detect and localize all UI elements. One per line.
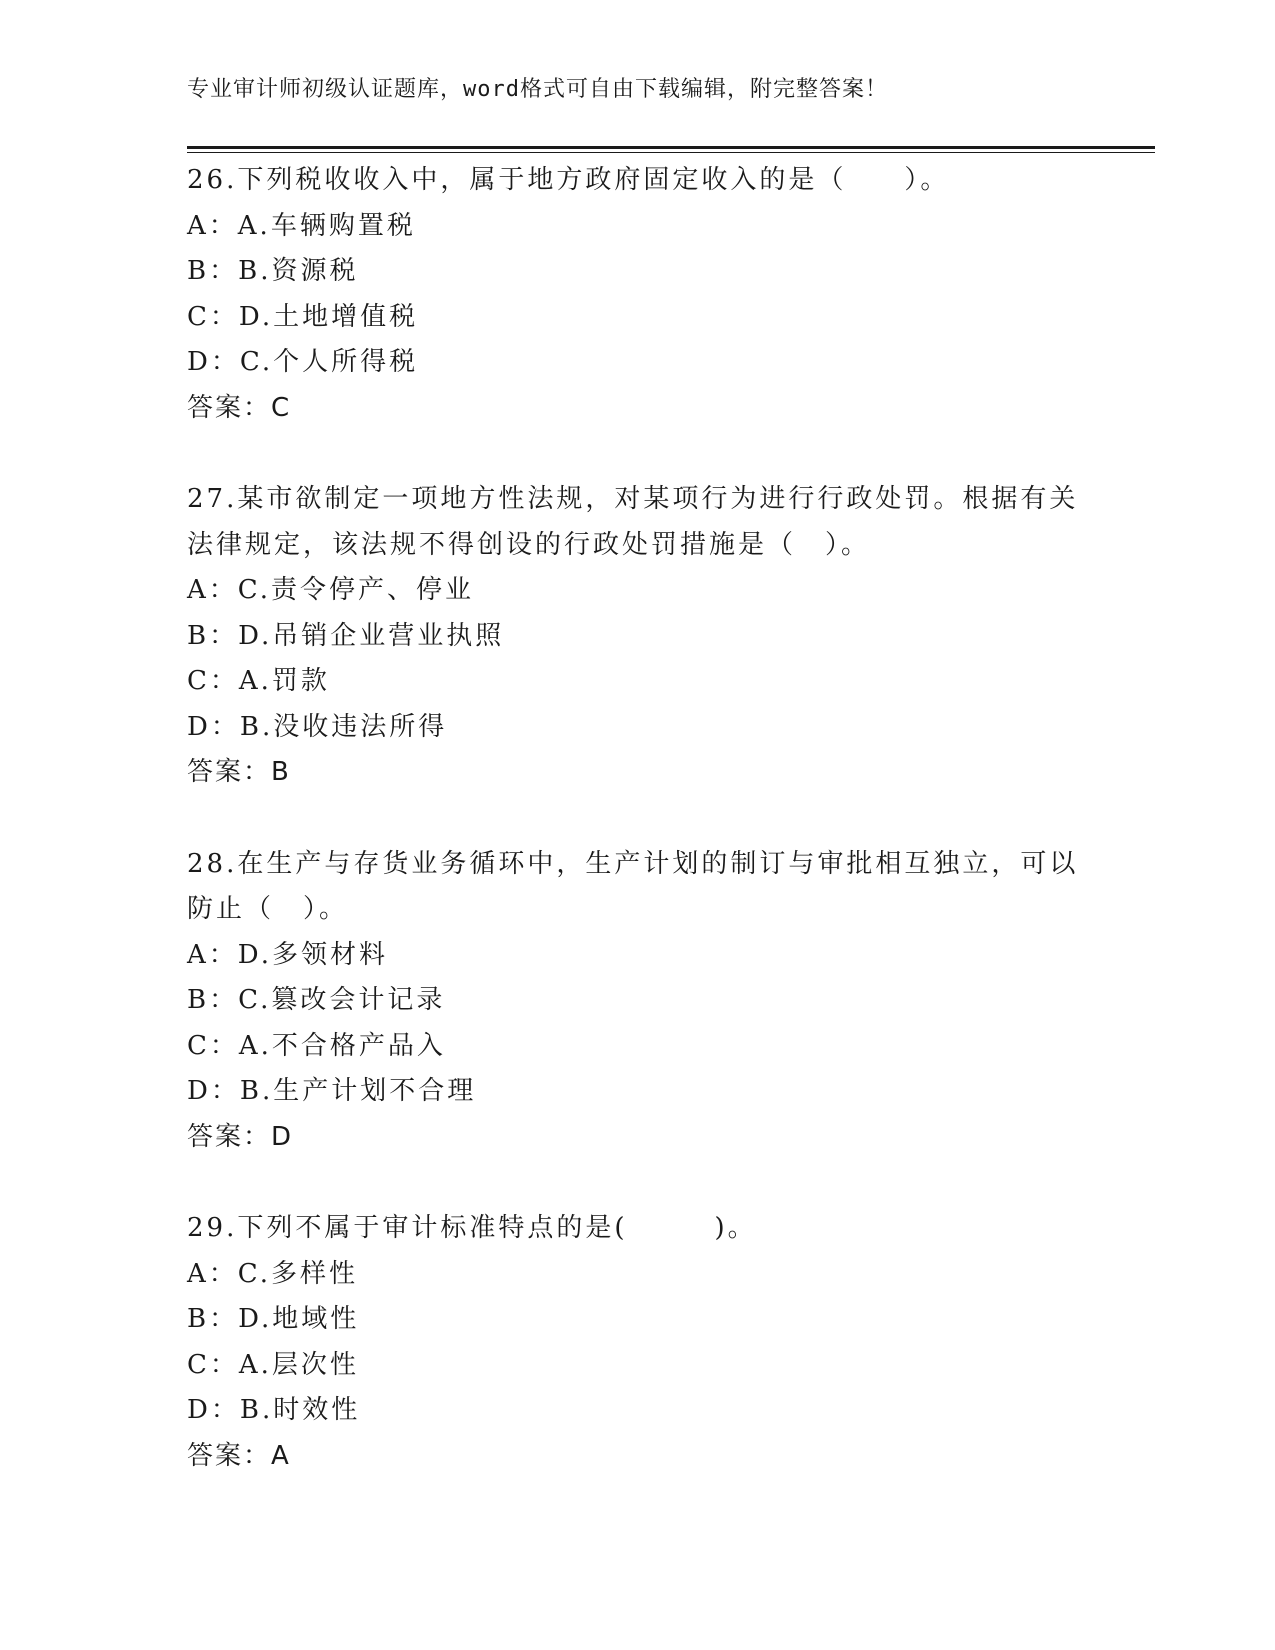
question-stem: 26.下列税收收入中，属于地方政府固定收入的是（ ）。: [187, 165, 950, 195]
option-c: C：A.罚款: [187, 666, 330, 696]
option-d: D：C.个人所得税: [187, 347, 419, 377]
option-d: D：B.没收违法所得: [187, 711, 448, 742]
question-29: [187, 1206, 1087, 1479]
option-a: A：A.车辆购置税: [187, 210, 416, 241]
option-b: B：D.吊销企业营业执照: [187, 620, 505, 651]
option-c: C：A.不合格产品入: [187, 1030, 446, 1061]
option-b: B：D.地域性: [187, 1304, 360, 1334]
option-b: B：C.篡改会计记录: [187, 985, 446, 1015]
option-d: D：B.时效性: [187, 1395, 361, 1425]
question-stem: 28.在生产与存货业务循环中，生产计划的制订与审批相互独立，可以: [187, 848, 1079, 879]
answer: 答案：B: [187, 757, 291, 787]
answer: 答案：D: [187, 1121, 294, 1152]
question-26: [187, 158, 1087, 431]
header-rule-thin: [187, 152, 1155, 153]
question-list: [187, 158, 1087, 1525]
header-rule-thick: [187, 146, 1155, 149]
option-a: A：C.责令停产、停业: [187, 575, 475, 605]
question-stem-continued: 防止（ ）。: [187, 894, 349, 924]
option-d: D：B.生产计划不合理: [187, 1076, 477, 1106]
option-c: C：A.层次性: [187, 1349, 359, 1380]
option-a: A：C.多样性: [187, 1258, 359, 1289]
option-b: B：B.资源税: [187, 256, 359, 286]
question-stem-continued: 法律规定，该法规不得创设的行政处罚措施是（ ）。: [187, 529, 871, 560]
option-c: C：D.土地增值税: [187, 301, 419, 332]
document-header: 专业审计师初级认证题库，word格式可自由下载编辑，附完整答案！: [187, 77, 888, 102]
answer: 答案：A: [187, 1440, 291, 1471]
question-stem: 27.某市欲制定一项地方性法规，对某项行为进行行政处罚。根据有关: [187, 484, 1079, 514]
question-28: [187, 842, 1087, 1161]
option-a: A：D.多领材料: [187, 939, 388, 970]
answer: 答案：C: [187, 392, 292, 423]
question-stem: 29.下列不属于审计标准特点的是( )。: [187, 1213, 757, 1243]
question-27: [187, 477, 1087, 796]
